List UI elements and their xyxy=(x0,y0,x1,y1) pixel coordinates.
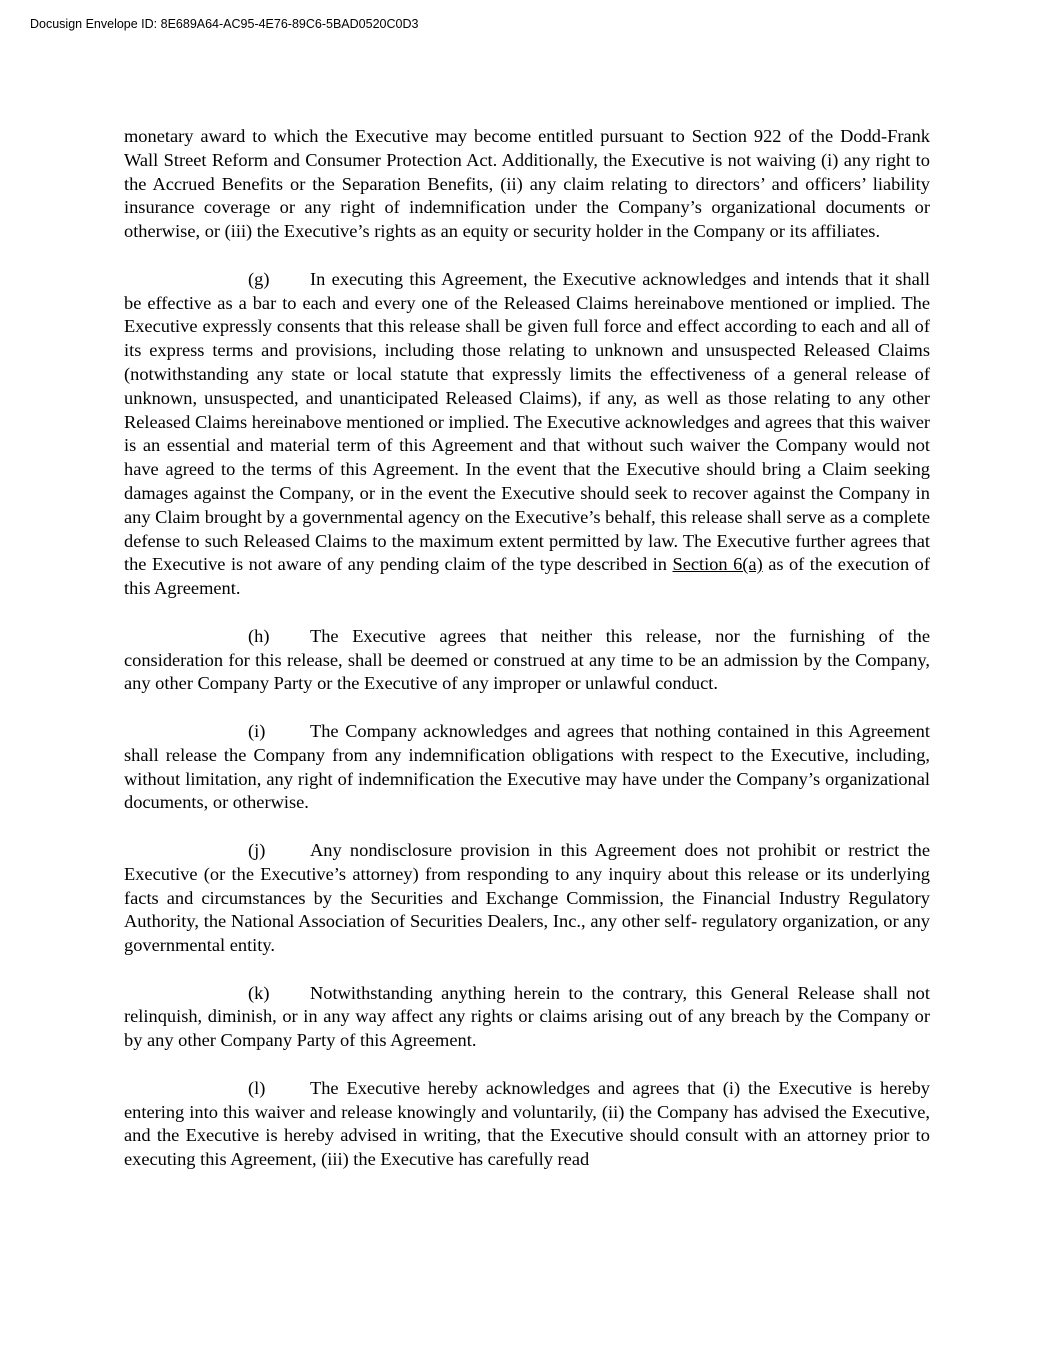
paragraph-l xyxy=(124,1077,930,1172)
paragraph-i xyxy=(124,720,930,815)
section-6a-reference[interactable]: Section 6(a) xyxy=(672,554,763,575)
paragraph-k-text: Notwithstanding anything herein to the contrary, this General Release shall not relinquish, diminish, or in any way affect any rights or claims arising out of any breach by the Company or by any other Company Party of this Agreement. xyxy=(124,982,930,1051)
paragraph-h-text: The Executive agrees that neither this release, nor the furnishing of the consideration for this release, shall be deemed or construed at any time to be an admission by the Company, any other Company Party or the Executive of any improper or unlawful conduct. xyxy=(124,625,930,694)
paragraph-j-text: Any nondisclosure provision in this Agreement does not prohibit or restrict the Executive (or the Executive’s attorney) from responding to any inquiry about this release or its underlying facts and circumstances by the Securities and Exchange Commission, the Financial Industry Regulatory Authority, the National Association of Securities Dealers, Inc., any other self- regulatory organization, or any governmental entity. xyxy=(124,839,930,956)
paragraph-i-label: (i) xyxy=(248,720,266,741)
paragraph-continuation: monetary award to which the Executive may become entitled pursuant to Section 922 of the Dodd-Frank Wall Street Reform and Consumer Protection Act. Additionally, the Executive is not waiving (i) any right to the Accrued Benefits or the Separation Benefits, (ii) any claim relating to directors’ and officers’ liability insurance coverage or any right of indemnification under the Company’s organizational documents or otherwise, or (iii) the Executive’s rights as an equity or security holder in the Company or its affiliates. xyxy=(124,126,930,242)
paragraph-g-text: In executing this Agreement, the Executive acknowledges and intends that it shall be effective as a bar to each and every one of the Released Claims hereinabove mentioned or implied. The Executive expressly consents that this release shall be given full force and effect according to each and all of its express terms and provisions, including those relating to unknown and unsuspected Released Claims (notwithstanding any state or local statute that expressly limits the effectiveness of a general release of unknown, unsuspected, and unanticipated Released Claims), if any, as well as those relating to any other Released Claims hereinabove mentioned or implied. The Executive acknowledges and agrees that this waiver is an essential and material term of this Agreement and that without such waiver the Company would not have agreed to the terms of this Agreement. In the event that the Executive should bring a Claim seeking damages against the Company, or in the event the Executive should seek to recover against the Company in any Claim brought by a governmental agency on the Executive’s behalf, this release shall serve as a complete defense to such Released Claims to the maximum extent permitted by law. The Executive further agrees that the Executive is not aware of any pending claim of the type described in xyxy=(124,268,930,575)
paragraph-h-label: (h) xyxy=(248,625,270,646)
document-body xyxy=(124,125,930,1196)
paragraph-i-text: The Company acknowledges and agrees that nothing contained in this Agreement shall release the Company from any indemnification obligations with respect to the Executive, including, without limitation, any right of indemnification the Executive may have under the Company’s organizational documents, or otherwise. xyxy=(124,720,930,813)
docusign-envelope-id: Docusign Envelope ID: 8E689A64-AC95-4E76-89C6-5BAD0520C0D3 xyxy=(30,17,419,31)
paragraph-k xyxy=(124,982,930,1053)
paragraph-k-label: (k) xyxy=(248,982,270,1003)
paragraph-h xyxy=(124,625,930,696)
paragraph-j-label: (j) xyxy=(248,839,266,860)
paragraph-l-text: The Executive hereby acknowledges and agrees that (i) the Executive is hereby entering into this waiver and release knowingly and voluntarily, (ii) the Company has advised the Executive, and the Executive is hereby advised in writing, that the Executive should consult with an attorney prior to executing this Agreement, (iii) the Executive has carefully read xyxy=(124,1077,930,1170)
paragraph-g-label: (g) xyxy=(248,268,270,289)
paragraph-l-label: (l) xyxy=(248,1077,266,1098)
paragraph-g xyxy=(124,268,930,601)
paragraph-g-text-after: as of the execution of this Agreement. xyxy=(124,554,930,599)
paragraph-j xyxy=(124,839,930,958)
